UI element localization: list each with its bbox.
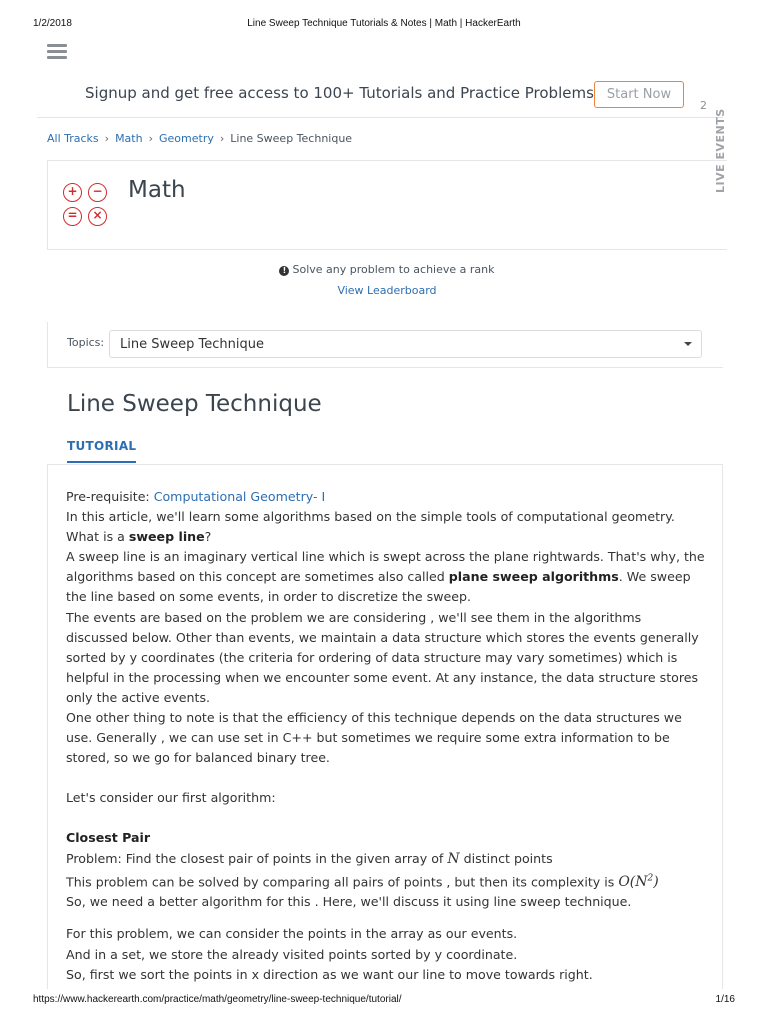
prereq-label: Pre-requisite: <box>66 489 154 504</box>
question-text: What is a <box>66 529 129 545</box>
topics-selected-value: Line Sweep Technique <box>120 337 264 352</box>
breadcrumb <box>47 132 352 145</box>
intro-paragraph: In this article, we'll learn some algorithms based on the simple tools of computational geometry. <box>66 509 675 525</box>
math-n: N <box>447 850 460 867</box>
equals-icon: = <box>63 207 82 226</box>
page-title: Line Sweep Technique <box>67 391 322 417</box>
info-icon: ! <box>279 266 289 276</box>
live-events-tab[interactable]: LIVE EVENTS <box>714 108 727 193</box>
problem-text: Problem: Find the closest pair of points in the given array of <box>66 850 448 866</box>
prerequisite-line <box>66 487 706 507</box>
signup-bar <box>37 76 723 118</box>
breadcrumb-separator: › <box>219 132 225 145</box>
breadcrumb-separator: › <box>104 132 110 145</box>
breadcrumb-all-tracks[interactable]: All Tracks <box>47 132 99 145</box>
sweep-text-pre: A sweep line is an imaginary vertical line which is swept across the plane rightwards. That's why, the algorithms based on this concept are sometimes also called <box>66 549 705 585</box>
topics-card <box>47 322 723 368</box>
problem-line <box>66 849 706 869</box>
complexity-line <box>66 869 706 893</box>
print-url: https://www.hackerearth.com/practice/math/geometry/line-sweep-technique/tutorial/ <box>33 994 402 1005</box>
article-content <box>66 487 706 985</box>
math-o-n: O(N <box>618 874 648 891</box>
plus-icon: + <box>63 183 82 202</box>
caret-down-icon <box>684 342 692 346</box>
store-set-line: And in a set, we store the already visited points sorted by y coordinate. <box>66 946 518 962</box>
question-line <box>66 527 706 547</box>
prereq-link[interactable]: Computational Geometry- I <box>153 489 326 504</box>
math-close-paren: ) <box>653 874 659 891</box>
breadcrumb-separator: › <box>148 132 153 145</box>
rank-box <box>47 250 727 310</box>
print-header <box>0 14 768 30</box>
problem-text-post: distinct points <box>459 850 553 866</box>
first-algo-line: Let's consider our first algorithm: <box>66 790 276 806</box>
print-page-number: 1/16 <box>715 994 735 1005</box>
sort-points-line: So, first we sort the points in x direction as we want our line to move towards right. <box>66 966 593 982</box>
menu-icon[interactable] <box>47 44 67 60</box>
print-footer <box>0 994 768 1008</box>
math-complexity <box>618 874 658 890</box>
tab-tutorial[interactable]: TUTORIAL <box>67 439 136 463</box>
minus-icon: − <box>88 183 107 202</box>
print-title: Line Sweep Technique Tutorials & Notes | Math | HackerEarth <box>247 18 521 29</box>
sweep-paragraph <box>66 547 706 607</box>
question-mark: ? <box>204 529 212 545</box>
efficiency-paragraph: One other thing to note is that the efficiency of this technique depends on the data structures we use. Generally , we can use set in C++ but sometimes we require some extra information to be stored, so we go for balanced binary tree. <box>66 710 682 766</box>
track-title: Math <box>128 177 186 203</box>
math-exponent: 2 <box>647 873 654 884</box>
consider-events-line: For this problem, we can consider the points in the array as our events. <box>66 926 518 942</box>
breadcrumb-current: Line Sweep Technique <box>230 132 353 145</box>
sweep-bold: plane sweep algorithms <box>448 569 619 585</box>
math-operators-icon <box>63 183 111 231</box>
view-leaderboard-link[interactable]: View Leaderboard <box>337 284 437 297</box>
rank-message: Solve any problem to achieve a rank <box>292 263 495 276</box>
closest-pair-title: Closest Pair <box>66 830 151 846</box>
topics-label: Topics: <box>67 336 105 349</box>
times-icon: × <box>88 207 107 226</box>
track-card <box>47 160 727 250</box>
better-line: So, we need a better algorithm for this . Here, we'll discuss it using line sweep technique. <box>66 894 632 910</box>
breadcrumb-geometry[interactable]: Geometry <box>159 132 214 145</box>
events-paragraph: The events are based on the problem we are considering , we'll see them in the algorithms discussed below. Other than events, we maintain a data structure which stores the events generally sorted by y coordinates (the criteria for ordering of data structure may vary sometimes) which is helpful in the processing when we encounter some event. At any instance, the data structure stores only the active events. <box>66 609 699 705</box>
signup-text: Signup and get free access to 100+ Tutorials and Practice Problems <box>85 84 594 102</box>
topics-select[interactable] <box>109 330 702 358</box>
breadcrumb-math[interactable]: Math <box>115 132 143 145</box>
question-bold: sweep line <box>128 529 205 545</box>
closest-pair-heading <box>66 828 706 848</box>
sweep-text-post: . We sweep the line based on some events, in order to discretize the sweep. <box>66 569 691 605</box>
complexity-text: This problem can be solved by comparing all pairs of points , but then its complexity is <box>66 874 619 890</box>
start-now-button[interactable]: Start Now <box>594 81 684 108</box>
live-events-count: 2 <box>700 99 707 112</box>
print-date: 1/2/2018 <box>33 18 72 29</box>
rank-message-line <box>47 263 727 276</box>
